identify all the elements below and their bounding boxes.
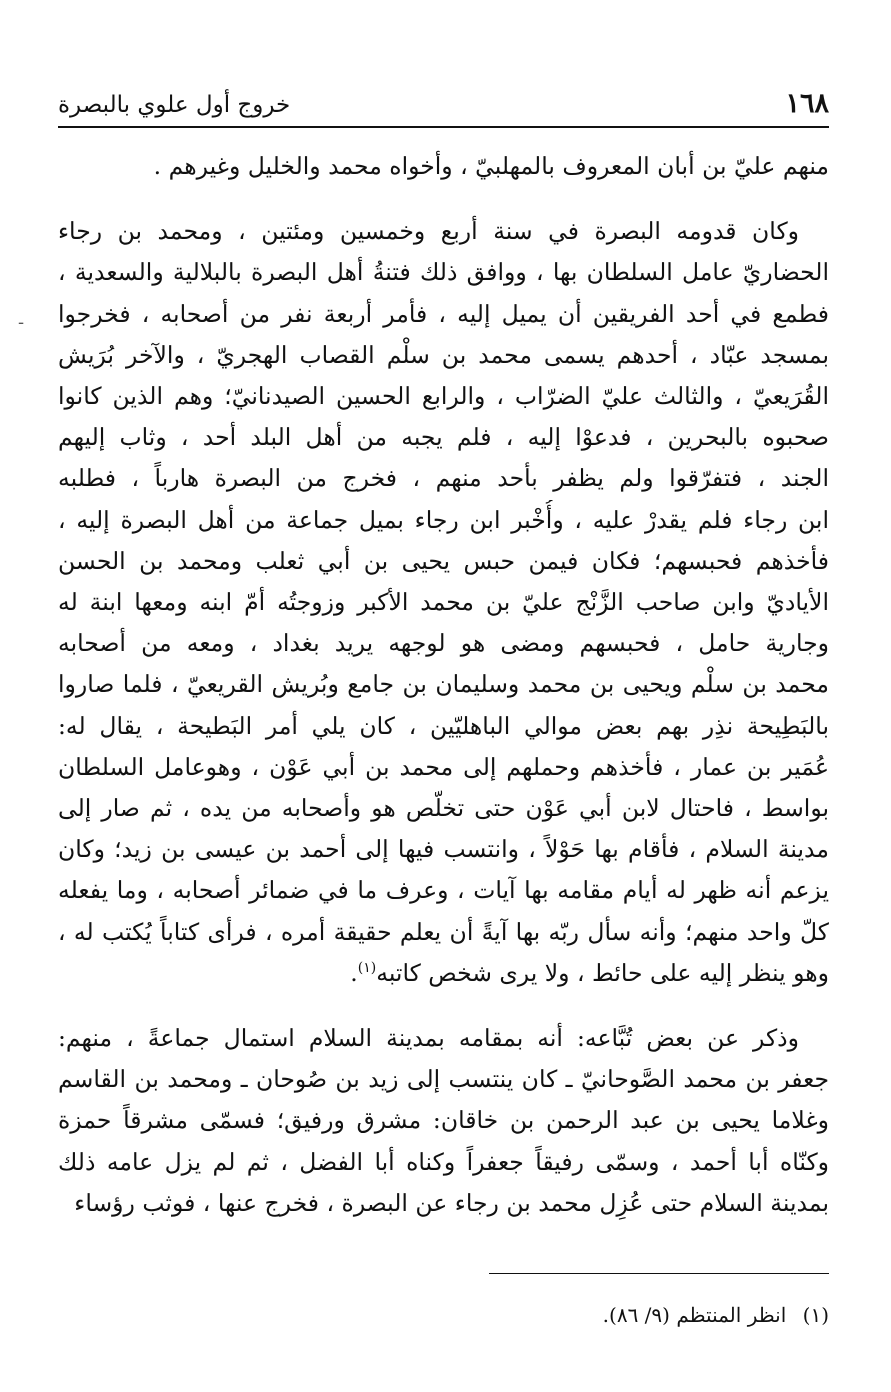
text-line: فطمع في أحد الفريقين أن يميل إليه ، فأمر أربعة نفر من أصحابه ، فخرجوا	[58, 299, 829, 328]
text-line: عُمَير بن عمار ، فأخذهم وحملهم إلى محمد بن أبي عَوْن ، وهوعامل السلطان	[58, 752, 829, 781]
text-line: وغلاما يحيى بن عبد الرحمن بن خاقان: مشرق ورفيق؛ فسمّى مشرقاً حمزة	[58, 1106, 829, 1135]
text-line: وجارية حامل ، فحبسهم ومضى هو لوجهه يريد بغداد ، ومعه من أصحابه	[58, 629, 829, 658]
text-line: بمسجد عبّاد ، أحدهم يسمى محمد بن سلْم القصاب الهجريّ ، والآخر بُرَيش	[58, 340, 829, 369]
text-line: ابن رجاء فلم يقدرْ عليه ، وأُخْبر ابن رجاء بميل جماعة من أهل البصرة إليه ،	[58, 505, 829, 534]
running-title: خروج أول علوي بالبصرة	[58, 92, 291, 118]
page-number: ١٦٨	[785, 88, 829, 119]
text-line: جعفر بن محمد الصَّوحانيّ ـ كان ينتسب إلى زيد بن صُوحان ـ ومحمد بن القاسم	[58, 1065, 829, 1094]
text-line: فأخذهم فحبسهم؛ فكان فيمن حبس يحيى بن أبي ثعلب ومحمد بن الحسن	[58, 546, 829, 575]
footnote-number: (١)	[802, 1303, 829, 1327]
footnote	[58, 1300, 829, 1330]
text-line: الأياديّ وابن صاحب الزَّنْج عليّ بن محمد الأكبر وزوجتُه أمّ ابنه ومعها ابنة له	[58, 588, 829, 617]
text-line: بمدينة السلام حتى عُزِل محمد بن رجاء عن البصرة ، فخرج عنها ، فوثب رؤساء	[74, 1188, 829, 1217]
text-line: بالبَطِيحة نذِر بهم بعض موالي الباهليّين ، كان يلي أمر البَطيحة ، يقال له:	[58, 711, 829, 740]
paragraph	[58, 1018, 829, 1224]
sentence-end: .	[350, 958, 358, 987]
text-line: مدينة السلام ، فأقام بها حَوْلاً ، وانتسب فيها إلى أحمد بن عيسى بن زيد؛ وكان	[58, 835, 829, 864]
margin-mark: -	[18, 312, 25, 333]
body-text	[58, 146, 829, 1224]
text-line: القُرَيعيّ ، والثالث عليّ الضرّاب ، والرابع الحسين الصيدنانيّ؛ وهم الذين كانوا	[58, 382, 829, 411]
paragraph	[58, 146, 829, 187]
text-line: الحضاريّ عامل السلطان بها ، ووافق ذلك فتنةُ أهل البصرة بالبلالية والسعدية ،	[58, 258, 829, 287]
text-line: منهم عليّ بن أبان المعروف بالمهلبيّ ، وأخواه محمد والخليل وغيرهم .	[153, 152, 829, 180]
text-line: وهو ينظر إليه على حائط ، ولا يرى شخص كاتبه$^{(١)}$.	[350, 958, 829, 987]
footnote-reference[interactable]: (١)	[357, 960, 377, 977]
footnote-divider	[489, 1273, 829, 1274]
text-line: محمد بن سلْم ويحيى بن محمد وسليمان بن جامع وبُريش القريعيّ ، فلما صاروا	[58, 670, 829, 699]
text-line: بواسط ، فاحتال لابن أبي عَوْن حتى تخلّص هو وأصحابه من يده ، ثم صار إلى	[58, 794, 829, 823]
text-line: الجند ، فتفرّقوا ولم يظفر بأحد منهم ، فخرج من البصرة هارباً ، فطلبه	[58, 464, 829, 493]
text-line: كلّ واحد منهم؛ وأنه سأل ربّه بها آيةً أن يعلم حقيقة أمره ، فرأى كتاباً يُكتب له ،	[58, 917, 829, 946]
footnote-text: انظر المنتظم (٩/ ٨٦).	[602, 1303, 787, 1327]
text-line: وذكر عن بعض تُبَّاعه: أنه بمقامه بمدينة السلام استمال جماعةً ، منهم:	[58, 1024, 799, 1053]
page-header	[58, 86, 829, 128]
paragraph	[58, 211, 829, 994]
text-line: يزعم أنه ظهر له أيام مقامه بها آيات ، وعرف ما في ضمائر أصحابه ، وما يفعله	[58, 876, 829, 905]
text-line: وكان قدومه البصرة في سنة أربع وخمسين ومئتين ، ومحمد بن رجاء	[58, 217, 799, 246]
text-line: صحبوه بالبحرين ، فدعوْا إليه ، فلم يجبه من أهل البلد أحد ، وثاب إليهم	[58, 423, 829, 452]
text-line: وكنّاه أبا أحمد ، وسمّى رفيقاً جعفراً وكناه أبا الفضل ، ثم لم يزل عامه ذلك	[58, 1147, 829, 1176]
